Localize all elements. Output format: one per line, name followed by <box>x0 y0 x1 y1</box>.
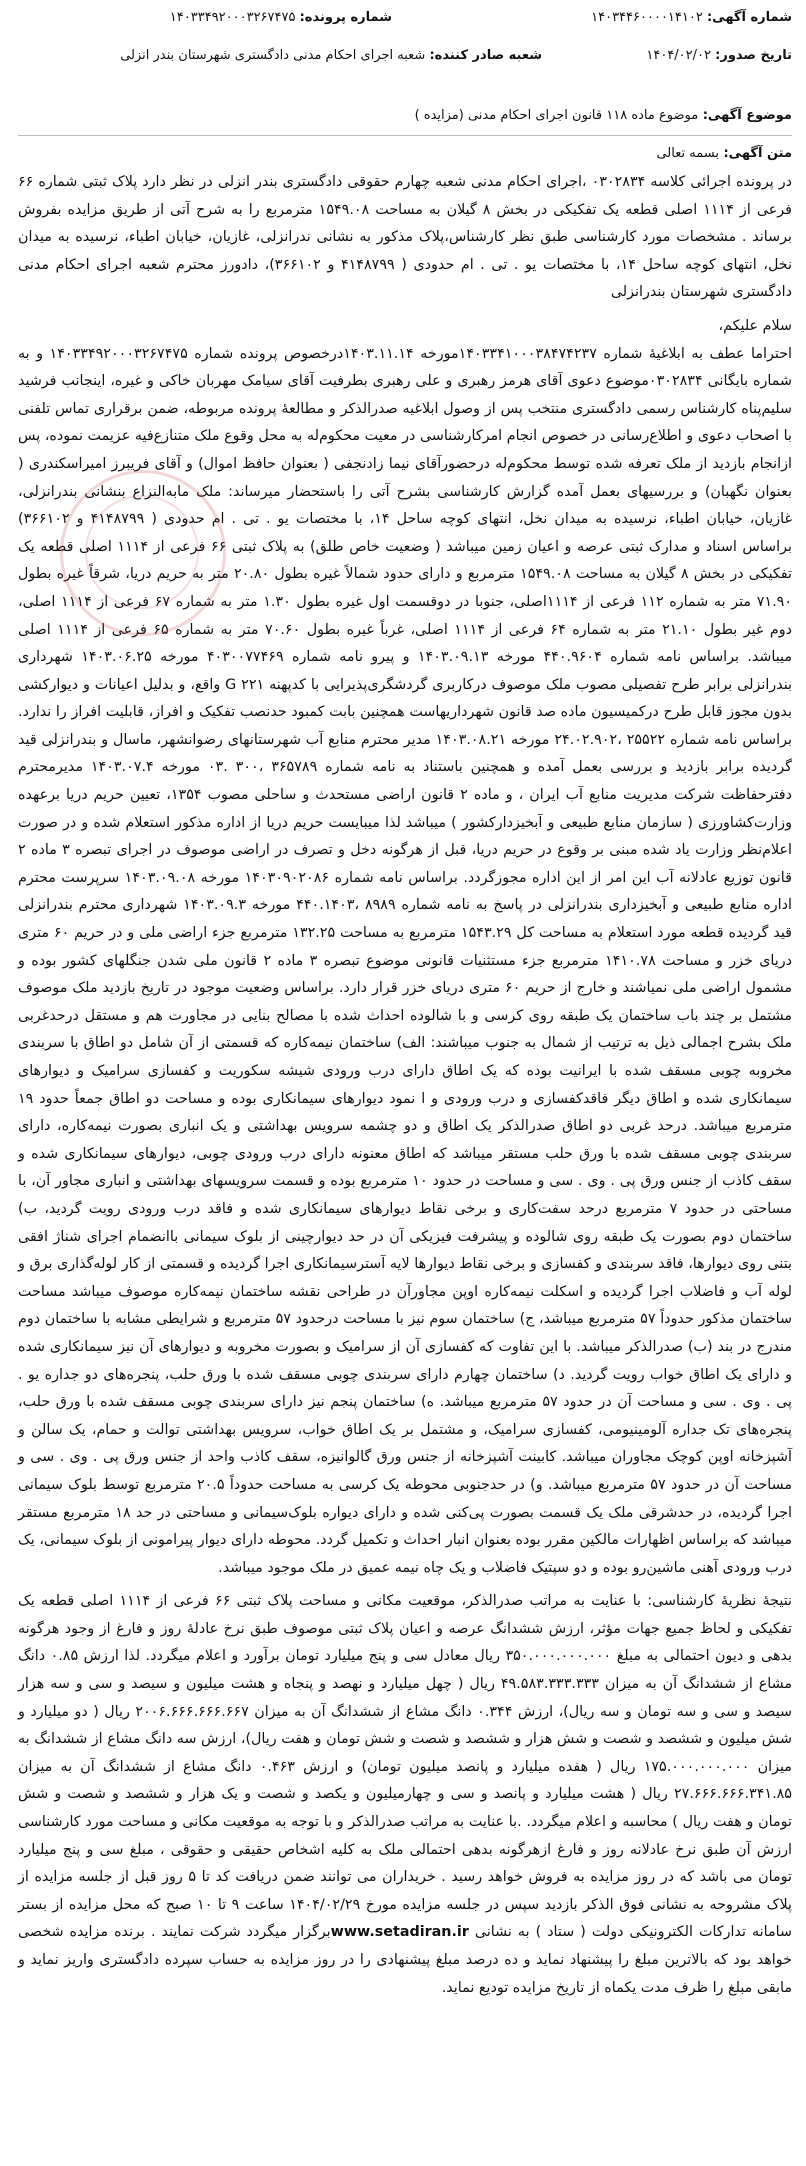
ad-number-label: شماره آگهی: <box>706 10 792 25</box>
body-paragraph-report: احتراما عطف به ابلاغیۀ شماره ۱۴۰۳۳۴۱۰۰۰۳۸۴۷۴۲۳۷مورخه ۱۴۰۳.۱۱.۱۴درخصوص پرونده شماره ۱۴۰۳۳۴۹۲۰۰۰۳۲۶۷۴۷۵ و به شماره بایگانی ۰۳۰۲۸۳۴موضوع دعوی آقای هرمز رهبری و علی رهبری بطرفیت آقای سیامک مهربان خاکی و غیره، اینجانب فرشید سلیم‌پناه کارشناس رسمی دادگستری منتخب پس از وصول ابلاغیه صدرالذکر و مطالعۀ پرونده مربوطه، ضمن برقراری تماس تلفنی با اصحاب دعوی و اطلاع‌رسانی در خصوص انجام امرکارشناسی در معیت محکوم‌له به محل وقوع ملک متنازع‌فیه عزیمت نموده، پس ازانجام بازدید از ملک تعرفه شده توسط محکوم‌له درحضورآقای نیما زادنجفی ( بعنوان حافظ اموال) و آقای فریبرز امیراسکندری ( بعنوان نگهبان) و بررسیهای بعمل آمده گزارش کارشناسی بشرح آتی را باستحضار میرساند: ملک مابه‌النزاع بنشانی بندرانزلی، غازیان، خیابان اطباء، نرسیده به میدان نخل، انتهای کوچه ساحل ۱۴، با مختصات یو . تی . ام حدودی ( ۴۱۴۸۷۹۹ و ۳۶۶۱۰۲) براساس اسناد و مدارک ثبتی عرصه و اعیان زمین میباشد ( وضعیت خاص طلق) به پلاک ثبتی ۶۶ فرعی از ۱۱۱۴ اصلی قطعه یک تفکیکی در بخش ۸ گیلان به مساحت ۱۵۴۹.۰۸ مترمربع و دارای حدود شمالاً غیره بطول ۲۰.۸۰ متر به حریم دریا، شرقاً غیره بطول ۷۱.۹۰ متر به شماره ۱۱۲ فرعی از ۱۱۱۴اصلی، جنوبا در دوقسمت اول غیره بطول ۱.۳۰ متر به شماره ۶۷ فرعی از ۱۱۱۴ اصلی، دوم غیر بطول ۲۱.۱۰ متر به شماره ۶۴ فرعی از ۱۱۱۴ اصلی، غرباً غیره بطول ۷۰.۶۰ متر به شماره ۶۵ فرعی از ۱۱۱۴ اصلی میباشد. براساس نامه شماره ۴۴۰.۹۶۰۴ مورخه ۱۴۰۳.۰۹.۱۳ و پیرو نامه شماره ۴۰۳۰۰۷۷۴۶۹ مورخه ۱۴۰۳.۰۶.۲۵ شهرداری بندرانزلی برابر طرح تفصیلی مصوب ملک موصوف درکاربری گردشگری‌پذیرایی با کدپهنه ۲۲۱ G واقع، و بدلیل اعیانات و دیوارکشی بدون مجوز قابل طرح درکمیسیون ماده صد قانون شهرداریهاست همچنین بابت کمبود حدنصب تفکیک و افراز، قابلیت افراز را ندارد. براساس نامه شماره ۲۵۵۲۲ ،۲۴.۰۲.۹۰۲ مورخه ۱۴۰۳.۰۸.۲۱ مدیر محترم منابع آب شهرستانهای رضوانشهر، ماسال و بندرانزلی قید گردیده برابر بازدید و بررسی بعمل آمده و همچنین باستناد به نامه شماره ۳۶۵۷۸۹ ،۳۰۰ .۰۳ مورخه ۱۴۰۳.۰۷.۴ مدیرمحترم دفترحفاظت شرکت مدیریت منابع آب ایران ، و ماده ۲ قانون اراضی مستحدث و ساحلی مصوب ۱۳۵۴، تعیین حریم دریا برعهده وزارت‌کشاورزی ( سازمان منابع طبیعی و آبخیزدارکشور ) میباشد لذا میبایست حریم دریا از اداره مذکور استعلام شده و در صورت اعلام‌نظر وزارت یاد شده مبنی بر وقوع در حریم دریا، قبل از هرگونه دخل و تصرف در اراضی موصوف در اجرای تبصره ۳ ماده ۲ قانون توزیع عادلانه آب این امر از این اداره مجوزگردد. براساس نامه شماره ۱۴۰۳۰۹۰۲۰۸۶ مورخه ۱۴۰۳.۰۹.۰۸ سرپرست محترم اداره منابع طبیعی و آبخیزداری بندرانزلی در پاسخ به نامه شماره ۸۹۸۹ ،۴۴۰.۱۴۰۳ مورخه ۱۴۰۳.۰۹.۳ شهرداری محترم بندرانزلی قید گردیده قطعه مورد استعلام به مساحت کل ۱۵۴۳.۲۹ مترمربع به مساحت ۱۳۲.۲۵ مترمربع جزء اراضی ملی و در حریم ۶۰ متری دریای خزر و مساحت ۱۴۱۰.۷۸ مترمربع جزء مستثنیات قانونی موضوع تبصره ۳ ماده ۲ قانون ملی شدن جنگلهای کشور بوده و مشمول اراضی ملی نمیاشند و خارج از حریم ۶۰ متری دریای خزر قرار دارد. براساس وضعیت موجود در تاریخ بازدید ملک موصوف مشتمل بر چند باب ساختمان یک طبقه روی کرسی و با شالوده احداث شده با مصالح بنایی در مجاورت هم و مستقل درحدغربی ملک بشرح اجمالی ذیل به ترتیب از شمال به جنوب میباشند: الف) ساختمان نیمه‌کاره که قسمتی از آن شامل دو اطاق با سربندی مخروبه چوبی مسقف شده با ایرانیت بوده که یک اطاق دارای درب ورودی شیشه سکوریت و کفسازی سرامیک و دیوارهای سیمانکاری شده و اطاق دیگر فاقدکفسازی و درب ورودی و ا نمود دیوارهای سیمانکاری بوده و مساحت دو اطاق جمعاً حدود ۱۹ مترمربع میباشد. درحد غربی دو اطاق صدرالذکر یک اطاق و دو چشمه سرویس بهداشتی و یک انباری بصورت نیمه‌کاره، دارای سربندی چوبی مسقف شده با ورق حلب مستقر میباشد که اطاق معنونه دارای درب ورودی چوبی، دیوارهای سیمانکاری شده و سقف کاذب از جنس ورق پی . وی . سی و مساحت در حدود ۱۰ مترمربع بوده و قسمت سرویسهای بهداشتی و انباری مجاور آن، با مساحتی در حدود ۷ مترمربع درحد سفت‌کاری و برخی نقاط دیوارهای سیمانکاری شده و فاقد درب ورودی رویت گردید، ب) ساختمان دوم بصورت یک طبقه روی شالوده و پیشرفت فیزیکی آن در حد دیوارچینی از بلوک سیمانی باانضمام اجرای شناژ افقی بتنی روی دیوارها، فاقد سربندی و کفسازی و برخی نقاط دیوارها لایه آسترسیمانکاری اجرا گردیده و قسمتی از کار لوله‌گذاری برق و لوله آب و فاضلاب اجرا گردیده و اسکلت نیمه‌کاره اوپن مجاورآن در طراحی نقشه ساختمان نیمه‌کاره موصوف میباشد مساحت ساختمان مذکور حدوداً ۵۷ مترمربع میباشد، ج) ساختمان سوم نیز با مساحت درحدود ۵۷ مترمربع و شرایطی مشابه با ساختمان دوم مندرج در بند (ب) صدرالذکر میباشد. با این تفاوت که کفسازی آن از سرامیک و بصورت مخروبه و دیوارهای آن نیز سیمانکاری شده و دارای یک اطاق خواب رویت گردید. د) ساختمان چهارم دارای سربندی چوبی مسقف شده با ورق حلب، پنجره‌های دو جداره یو . پی . وی . سی و مساحت آن در حدود ۵۷ مترمربع میباشد. ه) ساختمان پنجم نیز دارای سربندی چوبی مسقف شده با ورق حلب، پنجره‌های تک جداره آلومینیومی، کفسازی سرامیک، و مشتمل بر یک اطاق خواب، سرویس بهداشتی توالت و حمام، یک سالن و آشپزخانه اوپن کوچک مجاوران میباشد. کابینت آشپزخانه از جنس ورق گالوانیزه، سقف کاذب واحد از جنس ورق پی . وی . سی و مساحت آن در حدود ۵۷ مترمربع میباشد. و) در حدجنوبی محوطه یک کرسی به مساحت حدوداً ۲۰.۵ مترمربع توسط بلوک سیمانی اجرا گردیده، در حدشرقی ملک یک قسمت بصورت پی‌کنی شده و دارای دیواره بلوک‌سیمانی و مساحتی در حد ۱۸ مترمربع مستقر میباشد که براساس اظهارات مالکین مقرر بوده بعنوان انبار احداث و تکمیل گردد. محوطه دارای دیوار پیرامونی از بلوک سیمانی، یک درب ورودی آهنی ماشین‌رو بوده و دو سپتیک فاضلاب و یک چاه نیمه عمیق در ملک موجود میباشد. <box>18 345 793 1576</box>
conclusion-end-text: برگزار میگردد شرکت نمایند . برنده مزایده شخصی خواهد بود که بالاترین مبلغ را پیشنهاد نماید و ده درصد مبلغ پیشنهادی را در روز مزایده به حساب سپرده دادگستری واریز نماید و مابقی مبلغ را ظرف مدت یکماه از تاریخ مزایده تودیع نماید. <box>18 1924 792 1996</box>
notice-topic <box>18 108 792 123</box>
topic-value: موضوع ماده ۱۱۸ قانون اجرای احکام مدنی (مزایده ) <box>414 108 699 123</box>
issue-date-field <box>646 48 792 63</box>
issuing-branch-field <box>120 48 542 63</box>
ad-number: ۱۴۰۳۴۴۶۰۰۰۰۱۴۱۰۲ <box>591 10 703 25</box>
topic-label: موضوع آگهی: <box>702 108 792 123</box>
issuing-branch-label: شعبه صادر کننده: <box>429 48 542 63</box>
issue-date: ۱۴۰۴/۰۲/۰۲ <box>646 48 711 63</box>
issuing-branch: شعبه اجرای احکام مدنی دادگستری شهرستان بندر انزلی <box>120 48 426 63</box>
body-paragraph-intro: در پرونده اجرائی کلاسه ۰۳۰۲۸۳۴ ،اجرای احکام مدنی شعبه چهارم حقوقی دادگستری بندر انزلی در نظر دارد پلاک ثبتی شماره ۶۶ فرعی از ۱۱۱۴ اصلی قطعه یک تفکیکی در بخش ۸ گیلان به مساحت ۱۵۴۹.۰۸ مترمربع را به شرح آتی از طریق مزایده بفروش برساند . مشخصات مورد کارشناسی طبق نظر کارشناس،پلاک مذکور به نشانی ندرانزلی، غازیان، خیابان اطباء، نرسیده به میدان نخل، انتهای کوچه ساحل ۱۴، با مختصات یو . تی . ام حدودی ( ۴۱۴۸۷۹۹ و ۳۶۶۱۰۲)، دادورز محترم شعبه اجرای احکام مدنی دادگستری شهرستان بندرانزلی <box>18 174 792 301</box>
text-salutation: بسمه تعالی <box>656 146 719 161</box>
ad-number-field <box>591 10 792 25</box>
issue-date-label: تاریخ صدور: <box>715 48 792 63</box>
text-label: متن آگهی: <box>723 146 792 161</box>
conclusion-text: نتیجۀ نظریۀ کارشناسی: با عنایت به مراتب صدرالذکر، موقعیت مکانی و مساحت پلاک ثبتی ۶۶ فرعی از ۱۱۱۴ اصلی قطعه یک تفکیکی و لحاظ جمیع جهات مؤثر، ارزش ششدانگ عرصه و اعیان پلاک ثبتی موصوف طبق نرخ عادلۀ روز و فارغ از وجود هرگونه بدهی و دیون احتمالی به مبلغ ۳۵۰.۰۰۰.۰۰۰.۰۰۰ ریال معادل سی و پنج میلیارد تومان برآورد و اعلام میگردد. لذا ارزش ۰.۸۵ دانگ مشاع از ششدانگ آن به میزان ۴۹.۵۸۳.۳۳۳.۳۳۳ ریال ( چهل میلیارد و نهصد و پنجاه و هشت میلیون و سیصد و سی و سه هزار سیصد و سی و سه تومان و سه ریال)، ارزش ۰.۳۴۴ دانگ مشاع از ششدانگ آن به میزان ۲۰۰۶.۶۶۶.۶۶۶.۶۶۷ ریال ( دو میلیارد و شش میلیون و ششصد و شصت و شش هزار و ششصد و شصت و شش تومان و هفت ریال)، ارزش سه دانگ مشاع از ششدانگ به میزان ۱۷۵.۰۰۰.۰۰۰.۰۰۰ ریال ( هفده میلیارد و پانصد میلیون تومان) و ارزش ۰.۴۶۳ دانگ مشاع از ششدانگ آن به میزان ۲۷.۶۶۶.۶۶۶.۳۴۱.۸۵ ریال ( هشت میلیارد و پانصد و سی و چهارمیلیون و یکصد و شصت و یک هزار و ششصد و شصت و شش تومان و هفت ریال ) محاسبه و اعلام میگردد. .با عنایت به مراتب صدرالذکر و با توجه به موقعیت مکانی و مساحت مورد کارشناسی ارزش آن طبق نرخ عادلانه روز و فارغ ازهرگونه بدهی احتمالی ملک به کلیه اشخاص حقیقی و حقوقی ، مبلغ سی و پنج میلیارد تومان می باشد که در روز مزایده به فروش خواهد رسید . خریداران می توانند ضمن دریافت کد تا ۵ روز قبل از جلسه مزایده از پلاک مشروحه به نشانی فوق الذکر بازدید سپس در جلسه مزایده مورخ ۱۴۰۴/۰۲/۲۹ ساعت ۹ تا ۱۰ صبح که محل مزایده از بستر سامانه تدارکات الکترونیکی دولت ( ستاد ) به نشانی <box>18 1593 793 1941</box>
case-number: ۱۴۰۳۳۴۹۲۰۰۰۳۲۶۷۴۷۵ <box>169 10 296 25</box>
setad-link[interactable]: www.setadiran.ir <box>330 1924 469 1941</box>
body-paragraph-conclusion <box>18 1588 792 2002</box>
notice-header <box>18 10 792 102</box>
case-number-label: شماره پرونده: <box>299 10 392 25</box>
divider <box>18 135 792 136</box>
body-greeting: سلام علیکم، <box>718 317 792 334</box>
notice-body <box>18 169 792 2002</box>
case-number-field <box>170 10 392 25</box>
notice-text-header <box>18 146 792 161</box>
